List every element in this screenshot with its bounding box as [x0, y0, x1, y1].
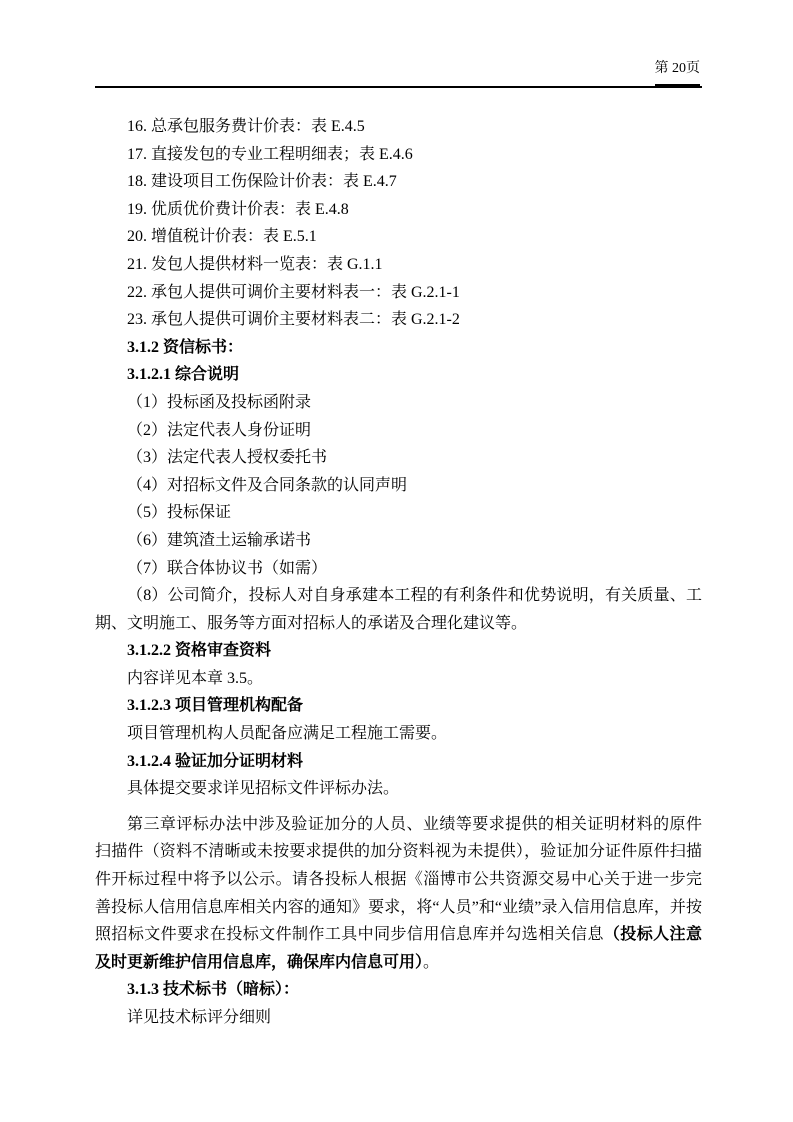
list-item: 18. 建设项目工伤保险计价表：表 E.4.7: [127, 173, 397, 191]
paragraph: （8）公司简介，投标人对自身承建本工程的有利条件和优势说明，有关质量、工期、文明施工、服务等方面对招标人的承诺及合理化建议等。: [95, 587, 702, 632]
paragraph: [95, 811, 702, 977]
list-item: （5）投标保证: [127, 504, 232, 522]
list-item: 23. 承包人提供可调价主要材料表二：表 G.2.1-2: [127, 311, 460, 329]
section-heading: 3.1.2 资信标书：: [127, 338, 244, 356]
section-heading: 3.1.2.4 验证加分证明材料: [127, 752, 304, 770]
list-item: 17. 直接发包的专业工程明细表；表 E.4.6: [127, 145, 413, 163]
list-item: （3）法定代表人授权委托书: [127, 449, 328, 467]
list-item: （7）联合体协议书（如需）: [127, 559, 328, 577]
list-item: 19. 优质优价费计价表：表 E.4.8: [127, 200, 349, 218]
list-item: （4）对招标文件及合同条款的认同声明: [127, 476, 408, 494]
paragraph: 具体提交要求详见招标文件评标办法。: [127, 780, 400, 798]
paragraph: 内容详见本章 3.5。: [127, 669, 264, 687]
page-header: [95, 0, 702, 88]
list-item: 20. 增值税计价表：表 E.5.1: [127, 228, 317, 246]
page-number: 第 20页: [655, 60, 701, 86]
header-rule: [95, 86, 702, 88]
list-item: 22. 承包人提供可调价主要材料表一：表 G.2.1-1: [127, 283, 460, 301]
paragraph-text: 第三章评标办法中涉及验证加分的人员、业绩等要求提供的相关证明材料的原件扫描件（资料不清晰或未按要求提供的加分资料视为未提供），验证加分证件原件扫描件开标过程中将予以公示。请各投标人根据《淄博市公共资源交易中心关于进一步完善投标人信用信息库相关内容的通知》要求，将“人员”和“业绩”录入信用信息库，并按照招标文件要求在投标文件制作工具中同步信用信息库并勾选相关信息: [95, 815, 702, 944]
paragraph: 详见技术标评分细则: [127, 1009, 272, 1026]
section-heading: 3.1.2.3 项目管理机构配备: [127, 697, 304, 715]
list-item: 21. 发包人提供材料一览表：表 G.1.1: [127, 255, 383, 273]
list-item: （1）投标函及投标函附录: [127, 393, 312, 411]
document-content: [95, 113, 702, 1032]
section-heading: 3.1.2.2 资格审查资料: [127, 642, 272, 660]
list-item: （2）法定代表人身份证明: [127, 421, 312, 439]
list-item: 16. 总承包服务费计价表：表 E.4.5: [127, 118, 365, 135]
paragraph: 项目管理机构人员配备应满足工程施工需要。: [127, 725, 448, 743]
section-heading: 3.1.3 技术标书（暗标）：: [127, 981, 300, 999]
bold-note-text: （投标人注意及时更新维护信用信息库，确保库内信息可用）: [95, 926, 702, 971]
list-item: （6）建筑渣土运输承诺书: [127, 531, 312, 549]
section-heading: 3.1.2.1 综合说明: [127, 366, 240, 384]
paragraph-text: 。: [423, 953, 440, 971]
